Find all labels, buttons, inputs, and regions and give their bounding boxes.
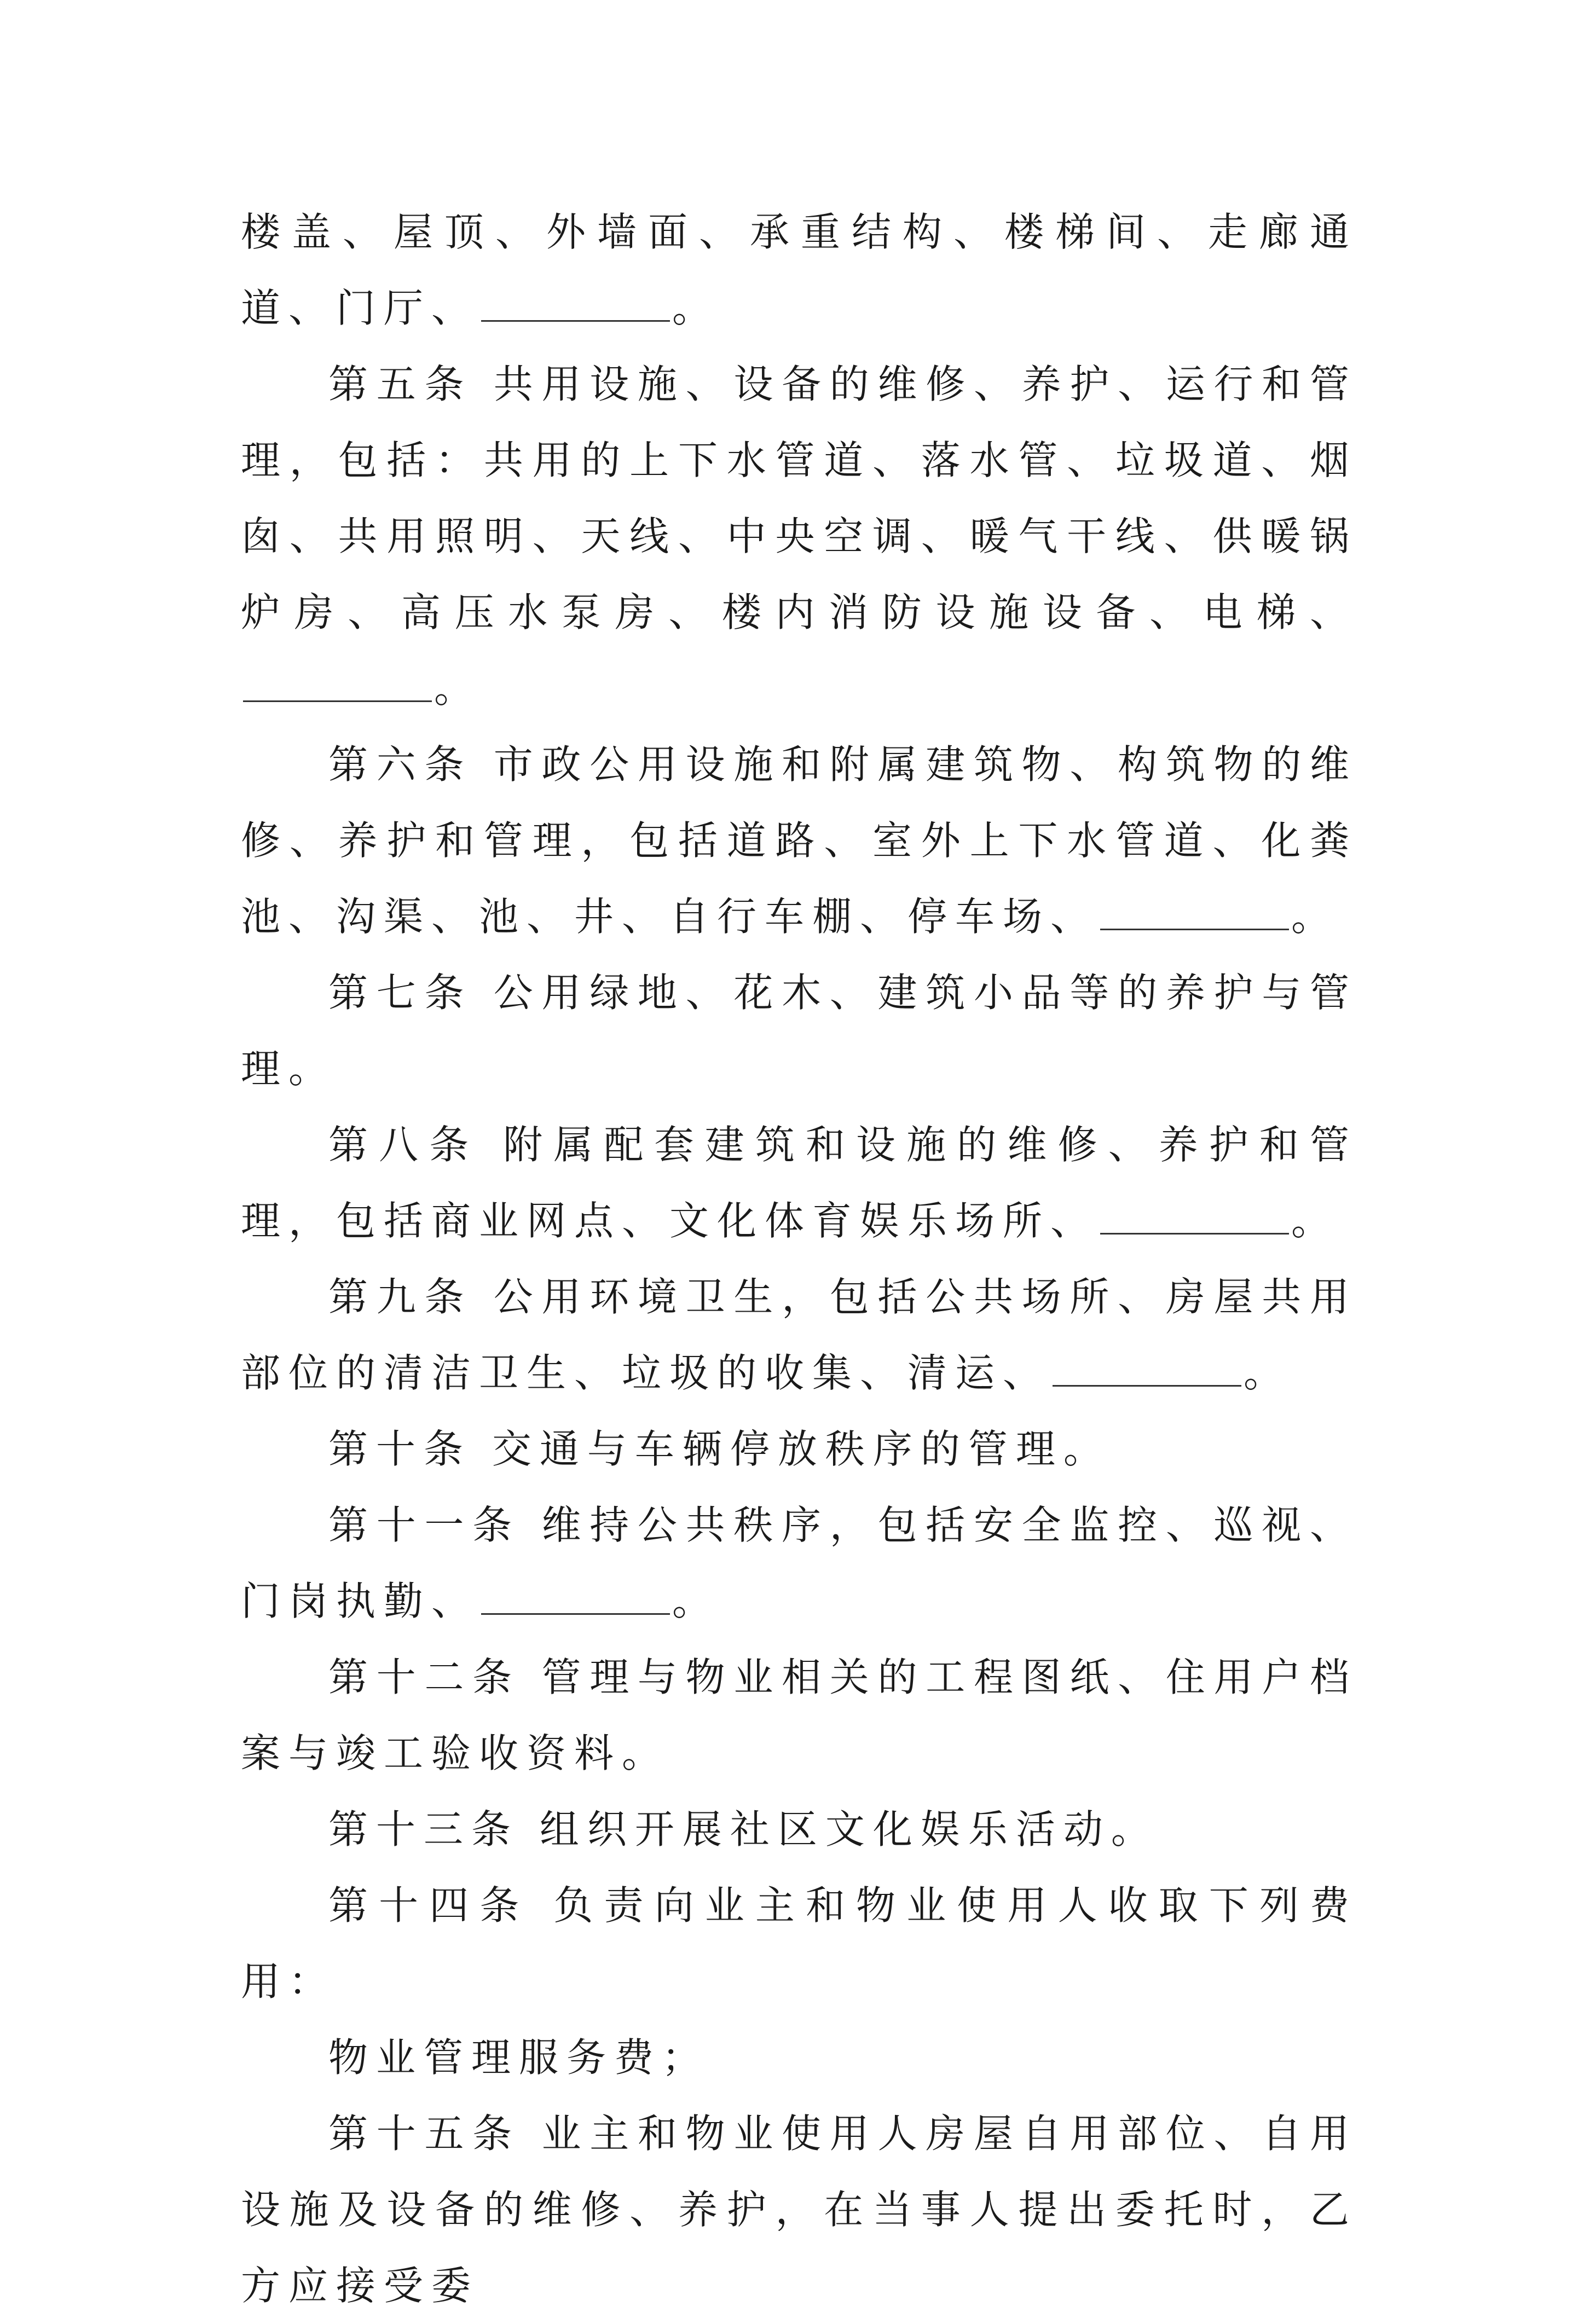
article-7 [241, 955, 1357, 1107]
article-8 [241, 1107, 1357, 1259]
fill-in-blank [1100, 1200, 1289, 1235]
paragraph-continued [241, 194, 1357, 346]
article-14 [241, 1868, 1357, 2020]
article-9 [241, 1259, 1357, 1411]
paragraph-text: 第十四条 负责向业主和物业使用人收取下列费用： [241, 1882, 1357, 2004]
article-13 [241, 1792, 1357, 1868]
fill-in-blank [1053, 1352, 1241, 1387]
fee-item [241, 2020, 1357, 2096]
paragraph-text: 第五条 共用设施、设备的维修、养护、运行和管理，包括：共用的上下水管道、落水管、垃圾道、烟囱、共用照明、天线、中央空调、暖气干线、供暖锅炉房、高压水泵房、楼内消防设施设备、电梯、 [241, 361, 1357, 635]
fill-in-blank [243, 668, 432, 702]
paragraph-end: 。 [672, 285, 720, 331]
article-11 [241, 1487, 1357, 1639]
article-10 [241, 1411, 1357, 1487]
paragraph-text: 第七条 公用绿地、花木、建筑小品等的养护与管理。 [241, 970, 1357, 1092]
paragraph-text: 第六条 市政公用设施和附属建筑物、构筑物的维修、养护和管理，包括道路、室外上下水管道、化粪池、沟渠、池、井、自行车棚、停车场、 [241, 741, 1357, 940]
paragraph-end: 。 [672, 1578, 720, 1624]
paragraph-end: 。 [1291, 894, 1339, 940]
paragraph-text: 第十五条 业主和物业使用人房屋自用部位、自用设施及设备的维修、养护，在当事人提出委托时，乙方应接受委 [241, 2111, 1357, 2309]
article-5 [241, 346, 1357, 727]
paragraph-text: 第十二条 管理与物业相关的工程图纸、住用户档案与竣工验收资料。 [241, 1654, 1357, 1776]
article-6 [241, 727, 1357, 955]
article-15 [241, 2096, 1357, 2324]
paragraph-end: 。 [1244, 1350, 1292, 1396]
paragraph-text: 第八条 附属配套建筑和设施的维修、养护和管理，包括商业网点、文化体育娱乐场所、 [241, 1122, 1357, 1244]
fill-in-blank [1100, 896, 1289, 930]
paragraph-end: 。 [434, 665, 482, 711]
paragraph-text: 楼盖、屋顶、外墙面、承重结构、楼梯间、走廊通道、门厅、 [241, 209, 1357, 331]
paragraph-text: 第十一条 维持公共秩序，包括安全监控、巡视、门岗执勤、 [241, 1502, 1357, 1624]
document-body [241, 194, 1357, 2324]
fill-in-blank [481, 1580, 670, 1615]
paragraph-end: 。 [1291, 1198, 1339, 1244]
paragraph-text: 第九条 公用环境卫生，包括公共场所、房屋共用部位的清洁卫生、垃圾的收集、清运、 [241, 1274, 1357, 1396]
paragraph-text: 第十条 交通与车辆停放秩序的管理。 [328, 1426, 1111, 1472]
article-12 [241, 1639, 1357, 1792]
fill-in-blank [481, 287, 670, 322]
paragraph-text: 物业管理服务费； [328, 2035, 710, 2080]
paragraph-text: 第十三条 组织开展社区文化娱乐活动。 [328, 1806, 1159, 1852]
